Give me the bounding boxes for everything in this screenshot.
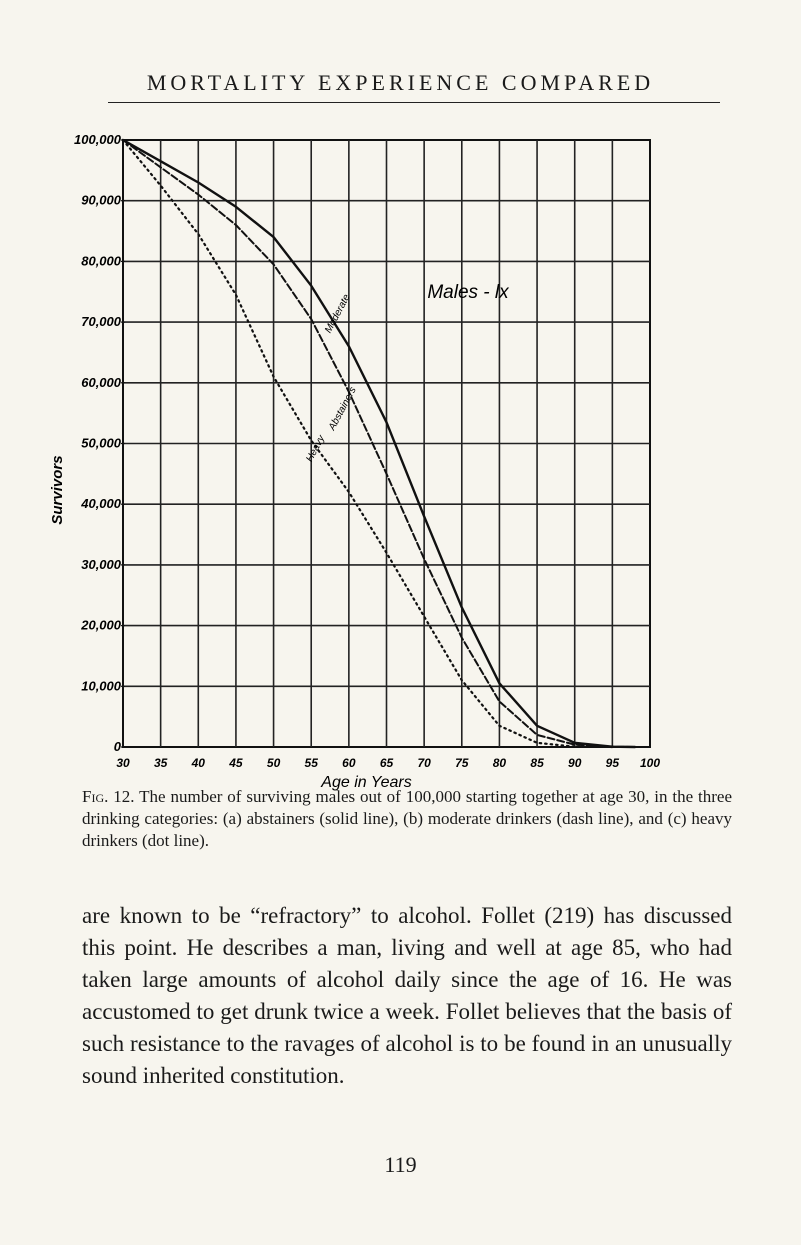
- x-tick-label: 35: [153, 756, 168, 770]
- body-paragraph: are known to be “refractory” to alcohol. Follet (219) has discussed this point. He describes a man, living and well at age 85, who had taken large amounts of alcohol daily since the age of 16. He was accustomed to get drunk twice a week. Follet believes that the basis of such resistance to the ravages of alcohol is to be found in an unusually sound inherited constitution.: [82, 903, 732, 1088]
- x-tick-label: 80: [492, 756, 507, 770]
- figure-caption: [82, 786, 732, 852]
- x-tick-label: 40: [191, 756, 205, 770]
- x-tick-label: 85: [530, 756, 544, 770]
- y-tick-label: 60,000: [81, 374, 121, 390]
- y-tick-label: 20,000: [81, 617, 121, 633]
- x-tick-label: 50: [266, 756, 281, 770]
- y-tick-label: 50,000: [81, 435, 121, 451]
- running-head: MORTALITY EXPERIENCE COMPARED: [146, 70, 655, 95]
- y-tick-label: 80,000: [81, 253, 121, 269]
- curve-label: Abstainers: [326, 385, 359, 433]
- y-tick-label: 70,000: [81, 314, 121, 330]
- x-tick-label: 100: [639, 756, 661, 770]
- y-tick-label: 100,000: [74, 132, 121, 147]
- figure-12: [0, 110, 801, 791]
- y-axis-label: Survivors: [49, 455, 66, 525]
- x-tick-label: 60: [342, 756, 356, 770]
- curve-label: Heavy: [304, 433, 328, 464]
- x-tick-label: 45: [229, 756, 243, 770]
- chart-title: Males - lx: [427, 282, 509, 303]
- x-tick-label: 30: [116, 756, 130, 770]
- y-tick-label: 40,000: [81, 496, 121, 512]
- x-tick-label: 70: [417, 756, 431, 770]
- x-tick-label: 95: [605, 756, 620, 770]
- page-number: 119: [384, 1152, 417, 1177]
- y-tick-label: 30,000: [81, 556, 121, 572]
- header-rule: [108, 102, 720, 103]
- survivors-chart: [0, 110, 801, 791]
- figure-caption-text: The number of surviving males out of 100,000 starting together at age 30, in the three drinking categories: (a) abstainers (solid line), (b) moderate drinkers (dash line), and (c) heavy drinkers (dot line).: [82, 787, 733, 850]
- y-tick-label: 0: [113, 739, 121, 754]
- y-tick-label: 90,000: [81, 192, 121, 208]
- x-tick-label: 75: [455, 756, 469, 770]
- x-tick-label: 65: [379, 756, 394, 770]
- y-tick-label: 10,000: [81, 678, 121, 694]
- figure-caption-label: Fig. 12.: [82, 787, 135, 806]
- x-tick-label: 55: [304, 756, 318, 770]
- x-axis-label: Age in Years: [321, 774, 412, 791]
- x-tick-label: 90: [568, 756, 582, 770]
- curve-label: Moderate: [323, 292, 353, 336]
